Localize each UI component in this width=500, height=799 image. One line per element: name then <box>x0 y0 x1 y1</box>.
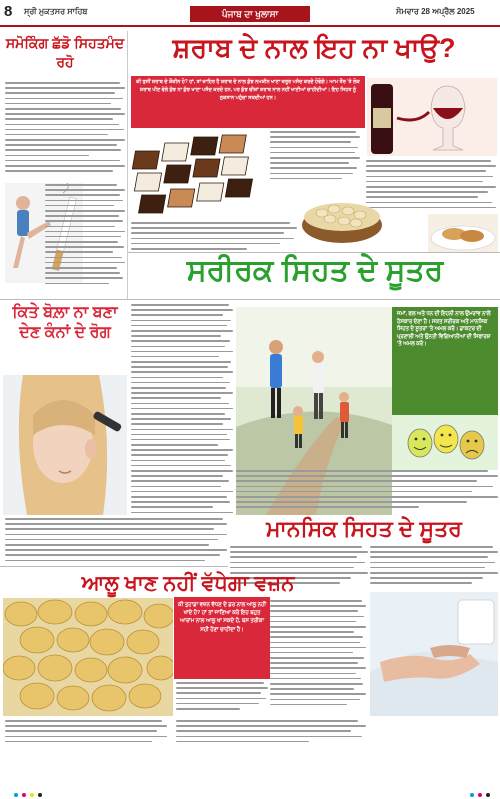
section-rule <box>0 566 228 567</box>
issue-date: ਸੋਮਵਾਰ 28 ਅਪ੍ਰੈਲ 2025 <box>396 7 475 16</box>
cashew-bowl-photo <box>300 185 384 245</box>
smiley-faces-illustration <box>392 415 498 470</box>
registration-mark <box>30 793 34 797</box>
alcohol-body-col3 <box>366 160 496 212</box>
body-health-body-text <box>236 470 498 512</box>
mental-health-headline: ਮਾਨਸਿਕ ਸਿਹਤ ਦੇ ਸੂਤਰ <box>266 516 462 541</box>
smoking-body-text-2 <box>45 184 125 284</box>
ear-exam-photo <box>3 375 127 515</box>
registration-mark <box>22 793 26 797</box>
alcohol-body-col2 <box>270 131 360 183</box>
potato-body-col1b <box>176 682 268 714</box>
registration-mark <box>38 793 42 797</box>
potatoes-photo <box>3 598 173 716</box>
holding-hands-photo <box>370 592 498 716</box>
potato-body-col2 <box>270 600 366 712</box>
alcohol-headline: ਸ਼ਰਾਬ ਦੇ ਨਾਲ ਇਹ ਨਾ ਖਾਉ? <box>172 33 456 63</box>
section-rule <box>0 299 500 300</box>
smoking-body-text <box>5 82 125 177</box>
header-rule <box>0 25 500 27</box>
potato-highlight-box: ਕੀ ਤੁਹਾਡਾ ਵਜ਼ਨ ਵੱਧਣ ਦੇ ਡਰ ਨਾਲ ਆਲੂ ਨਹੀਂ ਖਾਂਦੇ ਹੋ? ਹਾਂ ਤਾਂ ਜਾਣਿਆ ਕਰੋ ਇਹ ਬਹੁਤ ਆਰਾਮ ਨਾਲ ਆਲੂ ਖਾ ਸਕਦੇ ਹੋ, ਬਸ ਤਰੀਕਾ ਸਹੀ ਹੋਣਾ ਚਾਹੀਦਾ ਹੈ। <box>174 597 270 679</box>
snack-plate-photo <box>428 214 498 252</box>
registration-mark <box>470 793 474 797</box>
wine-glass-photo <box>367 78 497 156</box>
potato-headline: ਆਲੂ ਖਾਣ ਨਹੀਂ ਵੱਧੇਗਾ ਵਜ਼ਨ <box>81 572 295 595</box>
smoking-headline: ਸਮੋਕਿੰਗ ਛੱਡੋ ਸਿਹਤਮੰਦ ਰਹੋ <box>5 35 125 70</box>
ear-headline: ਕਿਤੇ ਬੋਲ਼ਾ ਨਾ ਬਣਾ ਦੇਣ ਕੰਨਾਂ ਦੇ ਰੋਗ <box>12 304 118 341</box>
mental-health-col2 <box>370 546 498 590</box>
body-health-box: ਜਮਾਂ, ਫਲ ਅਤੇ ਧਨ ਦੀ ਇਹਨੀ ਨਾਲ ਉਮਰਾਂਵ ਨਾਲੋਂ ਹੋਸਕਾਰ ਦੇਣਾ ਹੈ। ਸਕਤ ਸਰੀਰਕ ਅਤੇ ਮਾਨਸਿਕ ਸਿਹਤ ਦੇ ਸੂਤਰਾਂ 'ਤੇ ਅਮਲ ਕਰੋ। ਡਾਕਟਰ ਦੀ ਪ੍ਰਣਾਲੀ ਅਤੇ ਉਨਤੀ ਵਿਗਿਆਨੀਆਂ ਦੀ ਸਿਫਾਰਸ਼ 'ਤੇ ਅਮਲ ਕਰੋ। <box>392 307 498 415</box>
alcohol-intro-box: ਕੀ ਤੁਸੀਂ ਸ਼ਰਾਬ ਦੇ ਸ਼ੌਕੀਨ ਹੋ? ਹਾਂ, ਤਾਂ ਜ਼ਾਹਿਰ ਹੈ ਸ਼ਰਾਬ ਦੇ ਨਾਲ ਕੁੱਝ ਨਮਕੀਨ ਖਾਣਾ ਜ਼ਰੂਰ ਪਸੰਦ ਕਰਦੇ ਹੋਵੋਗੇ। ਆਮ ਤੌਰ 'ਤੇ ਲੋਕ ਸ਼ਰਾਬ ਪੀਣ ਵੇਲੇ ਕੁੱਝ ਨਾ ਕੁੱਝ ਖਾਣਾ ਪਸੰਦ ਕਰਦੇ ਹਨ, ਪਰ ਕੁੱਝ ਚੀਜ਼ਾਂ ਸ਼ਰਾਬ ਨਾਲ ਨਹੀਂ ਖਾਣੀਆਂ ਚਾਹੀਦੀਆਂ। ਇਹ ਸਿਹਤ ਨੂੰ ਨੁਕਸਾਨ ਪਹੁੰਚਾ ਸਕਦੀਆਂ ਹਨ। <box>131 76 365 128</box>
registration-mark <box>478 793 482 797</box>
ear-body-text <box>5 518 227 564</box>
alcohol-body-col1 <box>131 222 297 250</box>
column-divider <box>127 31 128 299</box>
registration-mark <box>14 793 18 797</box>
body-health-headline: ਸਰੀਰਕ ਸਿਹਤ ਦੇ ਸੂਤਰ <box>186 254 444 287</box>
section-banner: ਪੰਜਾਬ ਦਾ ਖੁਲਾਸਾ <box>190 6 310 22</box>
chocolate-photo <box>131 131 265 219</box>
page-number: 8 <box>4 3 13 20</box>
paper-name: ਸ੍ਰੀ ਮੁਕਤਸਰ ਸਾਹਿਬ <box>24 7 88 16</box>
potato-body-bottom-2 <box>176 720 366 764</box>
body-health-tips <box>131 304 233 514</box>
registration-mark <box>486 793 490 797</box>
